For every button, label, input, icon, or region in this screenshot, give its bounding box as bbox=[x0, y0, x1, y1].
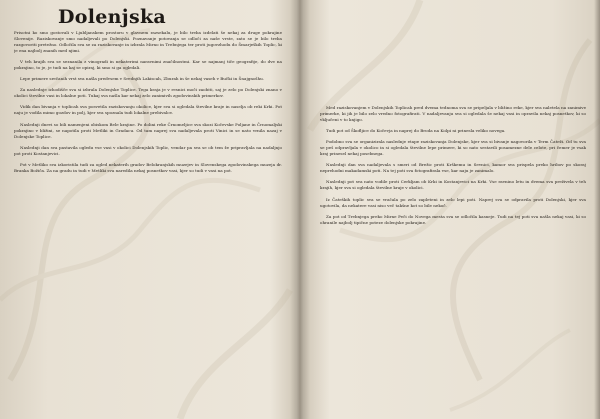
right-text-column bbox=[320, 105, 586, 405]
right-page bbox=[300, 0, 600, 419]
paragraph: Tudi pot od Škofljice do Kočevja in naprej do Brodа na Kolpi ni prinesla veliko novega. bbox=[326, 128, 506, 134]
paragraph: Iz Čateških toplic sva se vračala po zelo zapleteni in zelo lepi poti. Naprej sva se odpravila proti Dolenjski, kjer sva ugotovila, da nekatere vasi niso več takšne kot so bile nekoč. bbox=[320, 196, 586, 208]
page-edge bbox=[594, 0, 600, 419]
paragraph: Podobno sva se organizirala naslednje etape raziskovanja Dolenjske, kjer sva si bivanje nagovorila v Term Čateži. Od tu sva se peš odpravljala v okolico in si ogledala številne lepe primere, ki so nato sestavili posamezne dele celote, pri čemer je vsak kraj prinesel nekaj posebnega. bbox=[320, 139, 586, 157]
paragraph: Pot v Metliko sva izkoristila tudi za ogled nekaterih gradov Belokranjskih muzejev in Slovenskega zgodovinskega muzeja dr. Branka Božiča. Za na gradu in tudi v Metliki sva naredila nekaj posnetkov vasi, kjer so tudi v vasi na pot. bbox=[14, 161, 282, 173]
paragraph: V teh krajih sva se seznanila z vinogradi in nekaterimi naravnimi značilnostmi. Kar se najmanj tiče geografije, do dve na pokrajino, to je, je tudi na kaj se opiraj, ki smo si ga ogledali. bbox=[14, 59, 282, 71]
paragraph: Vidik dan bivanja v toplicah sva posvetila raziskovanju okolice, kjer sva si ogledala številne kraje in naselja ob reki Krki. Pot naju je vodila mimo gozdov in polj, kjer sva spoznala tudi lokalne prebivalce. bbox=[14, 104, 282, 116]
paragraph: Naslednji pot sva nato vodile proti Cerkljam ob Krki in Kostanjevici na Krki. Vse ravnino letu in dvema sva preživela v teh krajih, kjer sva si ogledala številne kraje v okolici. bbox=[320, 179, 586, 191]
left-text-column bbox=[14, 30, 282, 415]
page-title bbox=[58, 6, 166, 28]
paragraph: Naslednji dan sva pastavila ogledu vse vasi v okolici Dolenjskih Toplic, vendar pa sva se ob tem že pripravljala na nadaljnjo pot proti Kostanjevici. bbox=[14, 144, 282, 156]
paragraph: Prisotni ko smo gostovali v Ljubljanskem prostoru v glavnem razsekalu, je bilo treba izdelati še nekaj za druge pokrajine Slovenije. Raziskovanje smo nadaljevali po Dolenjski. Poznavanje potovanja se odloči za naše vrste, zato se je bilo treba razgovoriti pretežno. Odločila sva se za raziskovanje in izbrala Mirno in Trebnjega ter proti jugovzhodu do Šmarjeških Toplic, ki je ena najbolj znanih med njimi. bbox=[14, 30, 282, 54]
paragraph: Lepe primere srečanih vrst sva našla predvsem v Srednjih Lakiscah, Zburah in še nekaj vaseh v Bučki in Šnajgnošhu. bbox=[20, 76, 265, 82]
paragraph: Za pot od Trebnjega preko Mirne Peči do Novega mesta sva se odločila kasneje. Tudi na tej poti sva našla nekaj vasi, ki so ohranile najbolj tipične poteze dolenjske pokrajine. bbox=[320, 213, 586, 225]
paragraph: Naslednji dnevi so bili namenjeni obiskom Bele krajine. Po dolini reke Črnomeljice sva skozi Kočevske Poljane in Črnomaljski pokrajino v bližini, se napotila proti Metliki in Gradacu. Od tam naprej sva nadaljevala proti Vinici in se nato vrnila nazaj v Dolenjske Toplice. bbox=[14, 121, 282, 139]
book-gutter-shadow bbox=[290, 0, 310, 419]
paragraph: Med raziskovanjem v Dolenjskih Toplicah pred dvema tednoma sva se pripeljala v bližino reke, kjer sva naletela na zanimive primerke, ki jih je bilo zelo vredno fotografirati. V nadaljevanju sva si ogledala še nekaj vasi in opravila nekaj posnetkov, ki so vključeni v to knjigo. bbox=[320, 105, 586, 123]
paragraph: Za naslednje izhodišče sva si izbrala Dolenjske Toplice. Tega kraja je v resnici moči zaobiti, saj je zelo po Dolenjski znano v okolici številne vasi in lokalne poti. Tukaj sva našla kar nekaj zelo zanimivih zgodovinskih primerkov. bbox=[14, 87, 282, 99]
paragraph: Naslednji dan sva nadaljevala s smeri od Brežic proti Krškemu in Sevnici, kamor sva prispela preko hribov po skoraj neprehodni makadamski poti. Na tej poti sva fotografirala vse, kar naju je zanimalo. bbox=[320, 162, 586, 174]
title-text: Dolenjska bbox=[58, 6, 167, 28]
